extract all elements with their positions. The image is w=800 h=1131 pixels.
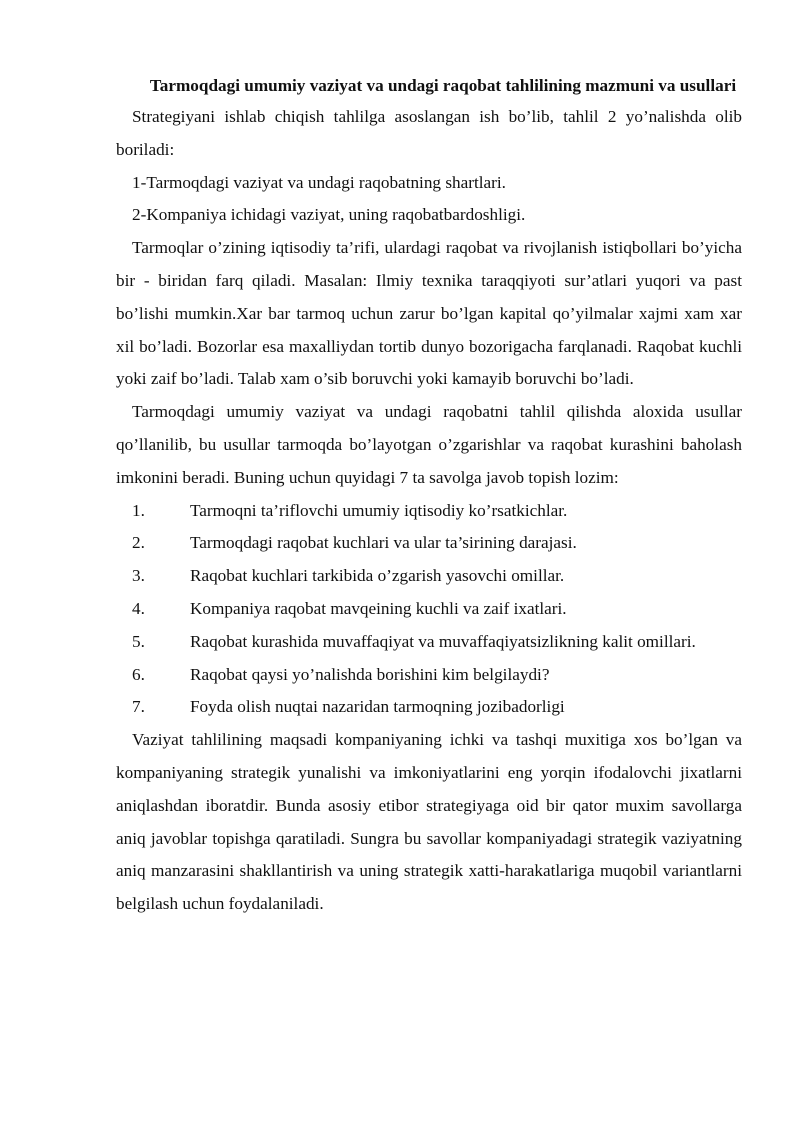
list-item-number: 6. xyxy=(132,664,145,684)
list-item-text: Raqobat kurashida muvaffaqiyat va muvaffaqiyatsizlikning kalit omillari. xyxy=(190,631,696,651)
list-item-text: Kompaniya raqobat mavqeining kuchli va zaif ixatlari. xyxy=(190,598,567,618)
paragraph-analysis-goal: Vaziyat tahlilining maqsadi kompaniyaning ichki va tashqi muxitiga xos bo’lgan va kompaniyaning strategik yunalishi va imkoniyatlarini eng yorqin ifodalovchi jixatlarni aniqlashdan iboratdir. Bunda asosiy etibor strategiyaga oid bir qator muxim savollarga aniq javoblar topishga qaratiladi. Sungra bu savollar kompaniyadagi strategik vaziyatning aniq manzarasini shakllantirish va uning strategik xatti-harakatlariga muqobil variantlarni belgilash uchun foydalaniladi. xyxy=(116,730,742,914)
list-item xyxy=(116,495,742,528)
list-item-text: Tarmoqdagi raqobat kuchlari va ular ta’sirining darajasi. xyxy=(190,533,577,553)
paragraph-direction-2: 2-Kompaniya ichidagi vaziyat, uning raqobatbardoshligi. xyxy=(132,205,526,225)
list-item-number: 2. xyxy=(132,533,145,553)
list-item-number: 4. xyxy=(132,598,145,618)
list-item xyxy=(116,626,742,659)
document-title: Tarmoqdagi umumiy vaziyat va undagi raqobat tahlilining mazmuni va usullari xyxy=(149,76,737,95)
list-item xyxy=(116,691,742,724)
list-item-text: Tarmoqni ta’riflovchi umumiy iqtisodiy ko’rsatkichlar. xyxy=(190,500,568,520)
list-item xyxy=(116,659,742,692)
list-item-text: Raqobat kuchlari tarkibida o’zgarish yasovchi omillar. xyxy=(190,566,565,586)
list-item xyxy=(116,527,742,560)
paragraph-direction-1: 1-Tarmoqdagi vaziyat va undagi raqobatning shartlari. xyxy=(132,172,506,192)
list-item xyxy=(116,560,742,593)
document-page xyxy=(116,70,742,921)
list-item-text: Foyda olish nuqtai nazaridan tarmoqning jozibadorligi xyxy=(190,697,565,717)
paragraph-intro: Strategiyani ishlab chiqish tahlilga asoslangan ish bo’lib, tahlil 2 yo’nalishda olib boriladi: xyxy=(116,107,742,159)
list-item-number: 1. xyxy=(132,500,145,520)
list-item-text: Raqobat qaysi yo’nalishda borishini kim belgilaydi? xyxy=(190,664,550,684)
questions-list xyxy=(116,495,742,725)
list-item xyxy=(116,593,742,626)
paragraph-methods: Tarmoqdagi umumiy vaziyat va undagi raqobatni tahlil qilishda aloxida usullar qo’llanilib, bu usullar tarmoqda bo’layotgan o’zgarishlar va raqobat kurashini baholash imkonini beradi. Buning uchun quyidagi 7 ta savolga javob topish lozim: xyxy=(116,402,742,487)
list-item-number: 7. xyxy=(132,697,145,717)
list-item-number: 5. xyxy=(132,631,145,651)
list-item-number: 3. xyxy=(132,566,145,586)
paragraph-industries: Tarmoqlar o’zining iqtisodiy ta’rifi, ulardagi raqobat va rivojlanish istiqbollari bo’yicha bir - biridan farq qiladi. Masalan: Ilmiy texnika taraqqiyoti sur’atlari yuqori va past bo’lishi mumkin.Xar bar tarmoq uchun zarur bo’lgan kapital qo’yilmalar xajmi xam xar xil bo’ladi. Bozorlar esa maxalliydan tortib dunyo bozorigacha farqlanadi. Raqobat kuchli yoki zaif bo’ladi. Talab xam o’sib boruvchi yoki kamayib boruvchi bo’ladi. xyxy=(116,238,742,389)
